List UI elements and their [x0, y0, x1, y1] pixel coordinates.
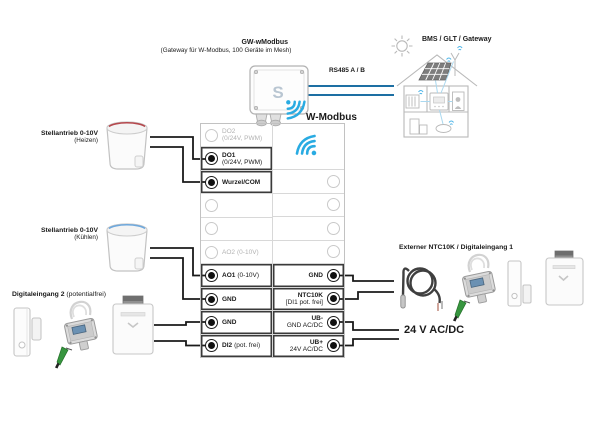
- actuator-heating: [107, 122, 147, 169]
- actuator-cool-label: [8, 227, 98, 241]
- rs485-lines: [304, 86, 394, 95]
- terminal-point-gnd-right: [327, 269, 340, 282]
- radiator-icon: [406, 95, 419, 108]
- door-contact-right: [508, 261, 531, 306]
- building-illustration: [397, 47, 477, 138]
- power-supply-label: 24 V AC/DC: [404, 324, 465, 336]
- terminal-point-empty: [205, 222, 218, 235]
- terminal-point-empty: [327, 175, 340, 188]
- rs485-label: RS485 A / B: [328, 67, 365, 74]
- card-switch-left: [113, 296, 153, 354]
- actuator-cool-line1: Stellantrieb 0-10V: [40, 227, 98, 234]
- door-person-icon: [453, 92, 465, 111]
- terminal-wifi-area: [273, 124, 344, 170]
- actuator-cooling: [107, 224, 147, 271]
- terminal-point-do1: [205, 152, 218, 165]
- actuator-cool-line2: (Kühlen): [74, 234, 98, 241]
- terminal-point-di2: [205, 339, 218, 352]
- bms-label: BMS / GLT / Gateway: [422, 36, 492, 43]
- sensor-module-right: [453, 255, 497, 322]
- wmodbus-label: W-Modbus: [306, 112, 357, 123]
- gateway-device: [250, 66, 308, 126]
- terminal-point-ao2: [205, 246, 218, 259]
- terminal-wurzel-com: Wurzel/COM: [201, 171, 272, 194]
- terminal-ntc10k: NTC10K [DI1 pot. frei]: [273, 288, 344, 312]
- terminal-point-wurzel: [205, 176, 218, 189]
- digital-input2-bold: Digitaleingang 2: [12, 291, 65, 298]
- digital-input2-normal: (potentialfrei): [64, 291, 107, 298]
- terminal-column-right: [273, 124, 344, 357]
- s-logo: S: [272, 83, 284, 102]
- terminal-point-ub-plus: [327, 339, 340, 352]
- terminal-gnd-right: GND: [273, 264, 344, 288]
- terminal-point-gnd-1: [205, 293, 218, 306]
- terminal-empty: [273, 194, 344, 218]
- actuator-heat-label: [8, 130, 98, 144]
- actuator-heat-line2: (Heizen): [74, 137, 98, 144]
- terminal-gnd-2: GND: [201, 311, 272, 334]
- terminal-column-left: [201, 124, 273, 357]
- gateway-title: GW-wModbus: [241, 39, 288, 46]
- block-wifi-icon: [291, 128, 327, 166]
- digital-input2-label: [12, 291, 106, 298]
- terminal-do1: DO1 (0/24V, PWM): [201, 147, 272, 170]
- card-switch-right: [546, 251, 583, 305]
- terminal-do2: DO2 (0/24V, PWM): [201, 124, 272, 147]
- terminal-point-ao1: [205, 269, 218, 282]
- terminal-ao2: AO2 (0-10V): [201, 241, 272, 264]
- terminal-point-empty: [327, 222, 340, 235]
- terminal-point-empty: [205, 199, 218, 212]
- terminal-point-ub-minus: [327, 316, 340, 329]
- sensor-module-left: [55, 302, 99, 369]
- terminal-empty: [273, 241, 344, 265]
- terminal-empty: [201, 218, 272, 241]
- ntc-probe: [401, 269, 442, 312]
- terminal-empty: [273, 217, 344, 241]
- terminal-empty: [201, 194, 272, 217]
- terminal-empty: [273, 170, 344, 194]
- terminal-block: [200, 123, 345, 358]
- terminal-point-empty: [327, 245, 340, 258]
- ntc-digital-input1-label: Externer NTC10K / Digitaleingang 1: [399, 244, 514, 251]
- thermostat-icon: [430, 93, 448, 110]
- actuator-heat-line1: Stellantrieb 0-10V: [40, 130, 98, 137]
- sun-icon: [392, 36, 413, 57]
- terminal-ao1: AO1 (0-10V): [201, 264, 272, 287]
- terminal-di2: DI2 (pot. frei): [201, 335, 272, 357]
- gateway-subtitle: (Gateway für W-Modbus, 100 Geräte im Mesh): [160, 47, 292, 54]
- terminal-point-do2: [205, 129, 218, 142]
- terminal-point-ntc10k: [327, 292, 340, 305]
- terminal-ub-plus: UB+ 24V AC/DC: [273, 335, 344, 358]
- terminal-point-empty: [327, 198, 340, 211]
- terminal-ub-minus: UB- GND AC/DC: [273, 311, 344, 335]
- terminal-gnd-1: GND: [201, 288, 272, 311]
- door-contact-left: [14, 308, 41, 356]
- terminal-point-gnd-2: [205, 316, 218, 329]
